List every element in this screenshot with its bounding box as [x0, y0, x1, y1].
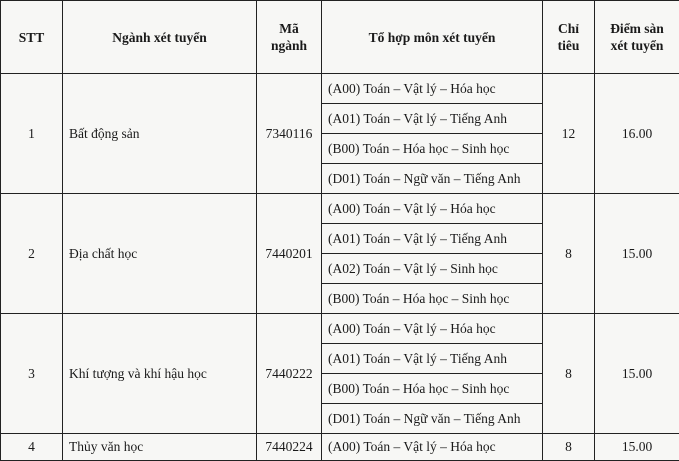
header-stt: STT: [1, 1, 63, 74]
row-stt: 1: [1, 74, 63, 194]
row-diem-san: 15.00: [595, 194, 679, 314]
row-chi-tieu: 8: [543, 314, 595, 434]
row-nganh: Thủy văn học: [63, 434, 257, 461]
row-to-hop: (A01) Toán – Vật lý – Tiếng Anh: [322, 224, 543, 254]
row-to-hop: (A01) Toán – Vật lý – Tiếng Anh: [322, 104, 543, 134]
row-chi-tieu: 8: [543, 194, 595, 314]
header-chi-tieu: [543, 1, 595, 74]
row-nganh: Địa chất học: [63, 194, 257, 314]
table-row: [1, 434, 679, 461]
row-nganh: Khí tượng và khí hậu học: [63, 314, 257, 434]
row-ma-nganh: 7340116: [257, 74, 322, 194]
row-diem-san: 15.00: [595, 434, 679, 461]
row-to-hop: (D01) Toán – Ngữ văn – Tiếng Anh: [322, 164, 543, 194]
table-row: [1, 194, 679, 224]
header-nganh: Ngành xét tuyển: [63, 1, 257, 74]
row-to-hop: (B00) Toán – Hóa học – Sinh học: [322, 374, 543, 404]
header-ma-nganh: [257, 1, 322, 74]
row-to-hop: (A02) Toán – Vật lý – Sinh học: [322, 254, 543, 284]
header-diem-line1: Điểm sàn: [610, 21, 664, 36]
row-diem-san: 15.00: [595, 314, 679, 434]
header-chitieu-line1: Chỉ: [558, 21, 579, 36]
row-to-hop: (A00) Toán – Vật lý – Hóa học: [322, 194, 543, 224]
row-to-hop: (B00) Toán – Hóa học – Sinh học: [322, 134, 543, 164]
row-stt: 3: [1, 314, 63, 434]
row-chi-tieu: 8: [543, 434, 595, 461]
row-to-hop: (A00) Toán – Vật lý – Hóa học: [322, 434, 543, 461]
row-ma-nganh: 7440224: [257, 434, 322, 461]
header-chitieu-line2: tiêu: [558, 38, 580, 53]
row-to-hop: (A00) Toán – Vật lý – Hóa học: [322, 314, 543, 344]
row-nganh: Bất động sản: [63, 74, 257, 194]
header-row: [1, 1, 679, 74]
row-diem-san: 16.00: [595, 74, 679, 194]
table-row: [1, 314, 679, 344]
row-stt: 4: [1, 434, 63, 461]
row-ma-nganh: 7440201: [257, 194, 322, 314]
row-ma-nganh: 7440222: [257, 314, 322, 434]
header-ma-line1: Mã: [279, 21, 299, 36]
header-diem-san: [595, 1, 679, 74]
row-to-hop: (B00) Toán – Hóa học – Sinh học: [322, 284, 543, 314]
header-to-hop: Tổ hợp môn xét tuyển: [322, 1, 543, 74]
row-chi-tieu: 12: [543, 74, 595, 194]
row-to-hop: (A01) Toán – Vật lý – Tiếng Anh: [322, 344, 543, 374]
row-to-hop: (A00) Toán – Vật lý – Hóa học: [322, 74, 543, 104]
row-to-hop: (D01) Toán – Ngữ văn – Tiếng Anh: [322, 404, 543, 434]
row-stt: 2: [1, 194, 63, 314]
table-row: [1, 74, 679, 104]
header-diem-line2: xét tuyển: [611, 38, 664, 53]
header-ma-line2: ngành: [271, 38, 307, 53]
